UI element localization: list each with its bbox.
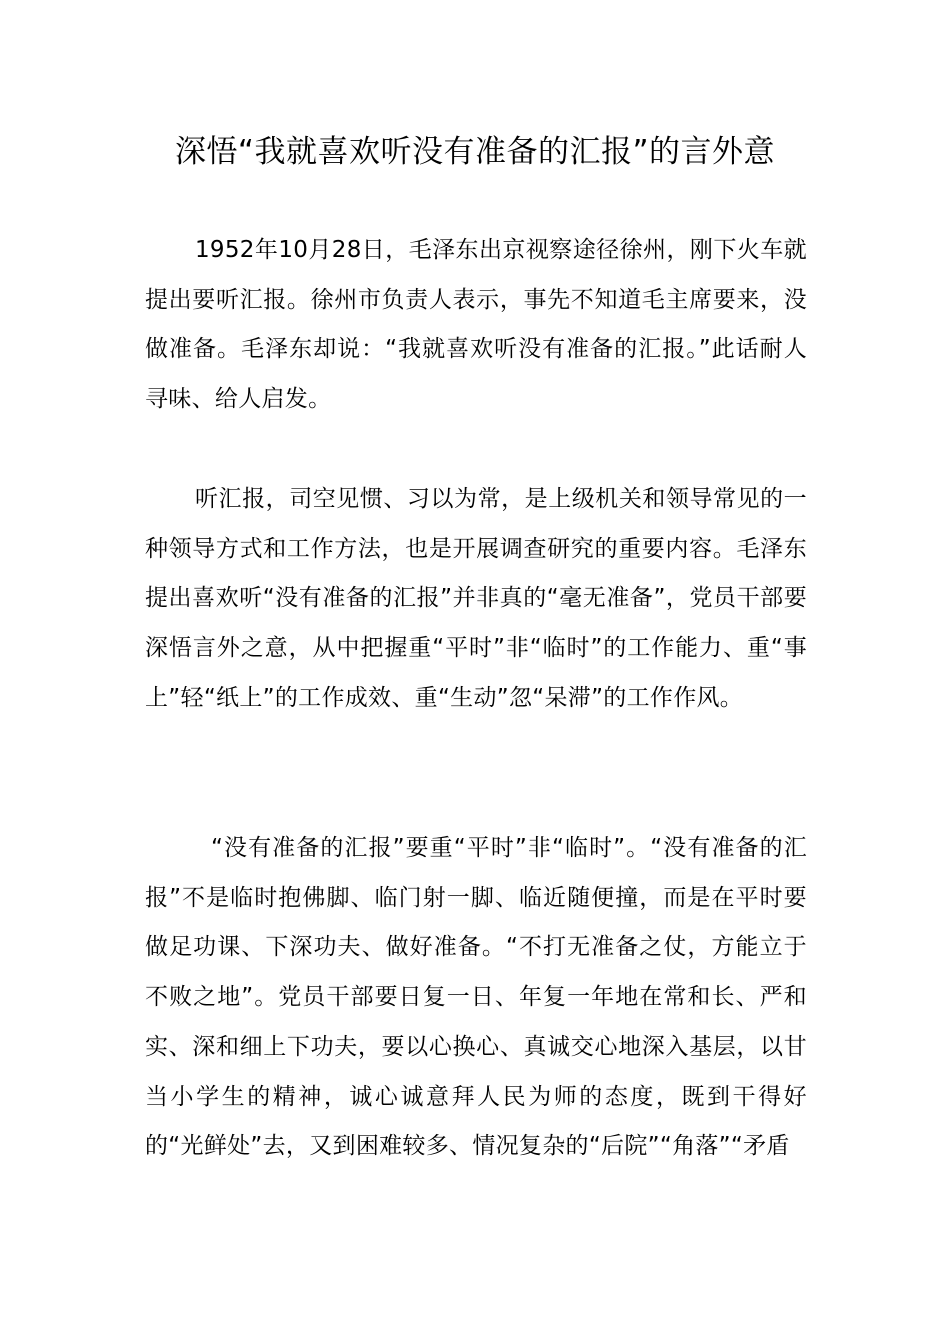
document-title: 深悟“我就喜欢听没有准备的汇报”的言外意 [174, 134, 776, 170]
paragraph-3: “没有准备的汇报”要重“平时”非“临时”。“没有准备的汇报”不是临时抱佛脚、临门射一脚、临近随便撞，而是在平时要做足功课、下深功夫、做好准备。“不打无准备之仗，方能立于不败之地”。党员干部要日复一日、年复一年地在常和长、严和实、深和细上下功夫，要以心换心、真诚交心地深入基层，以甘当小学生的精神，诚心诚意拜人民为师的态度，既到干得好的“光鲜处”去，又到困难较多、情况复杂的“后院”“角落”“矛盾 [145, 835, 807, 1160]
paragraph-1: 1952年10月28日，毛泽东出京视察途径徐州，刚下火车就提出要听汇报。徐州市负责人表示，事先不知道毛主席要来，没做准备。毛泽东却说：“我就喜欢听没有准备的汇报。”此话耐人寻味、给人启发。 [145, 237, 807, 413]
paragraph-2: 听汇报，司空见惯、习以为常，是上级机关和领导常见的一种领导方式和工作方法，也是开展调查研究的重要内容。毛泽东提出喜欢听“没有准备的汇报”并非真的“毫无准备”，党员干部要深悟言外之意，从中把握重“平时”非“临时”的工作能力、重“事上”轻“纸上”的工作成效、重“生动”忽“呆滞”的工作作风。 [145, 486, 807, 711]
